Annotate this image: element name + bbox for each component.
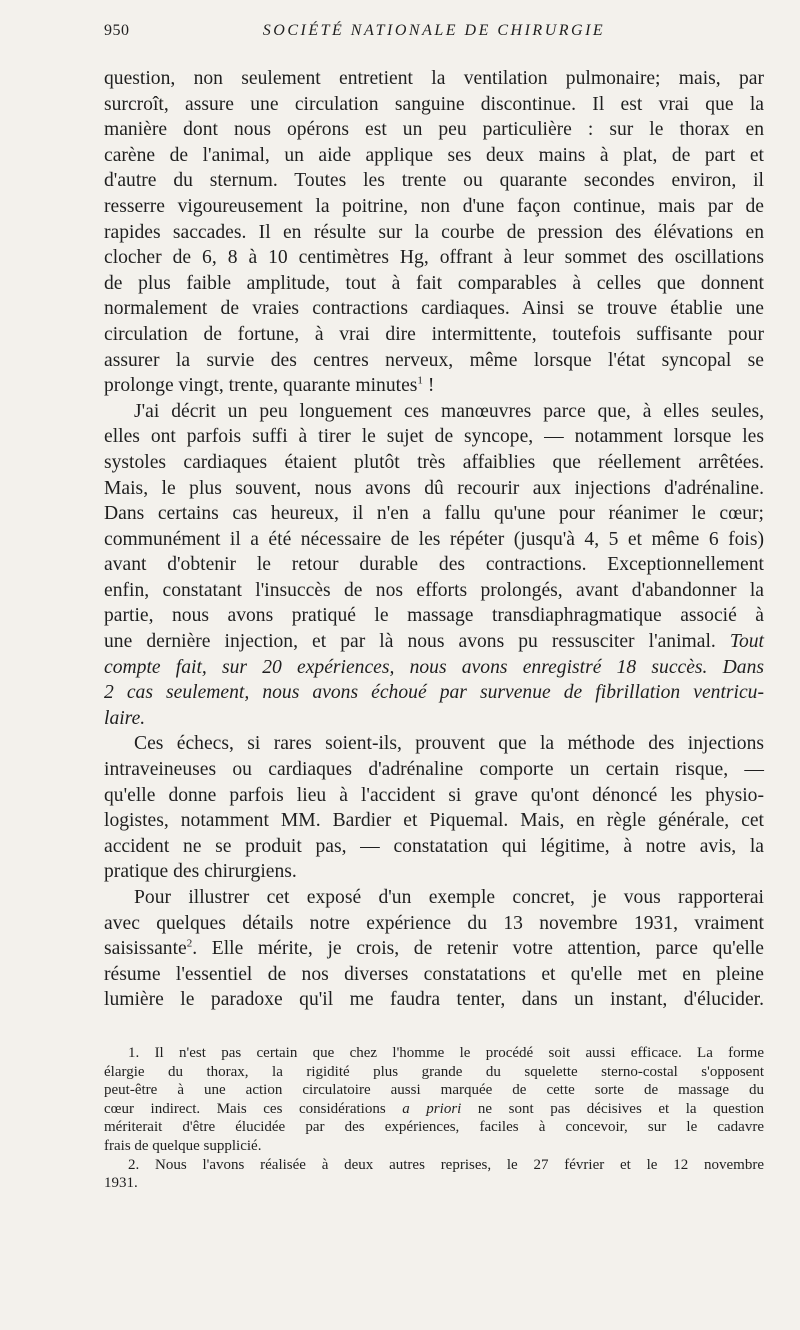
- text-line: systoles cardiaques étaient plutôt très affaiblies que réellement arrêtées.: [104, 451, 764, 473]
- text-line: logistes, notamment MM. Bardier et Piquemal. Mais, en règle générale, cet: [104, 810, 764, 832]
- text-line: rapides saccades. Il en résulte sur la courbe de pression des élévations en: [104, 221, 764, 243]
- text-fragment: !: [422, 375, 435, 397]
- footnotes: [104, 1044, 764, 1193]
- text-fragment: . Elle mérite, je crois, de retenir votre attention, parce qu'elle: [192, 938, 764, 960]
- text-line: résume l'essentiel de nos diverses constatations et qu'elle met en pleine: [104, 963, 764, 985]
- body-text: [104, 66, 764, 1013]
- text-line: lumière le paradoxe qu'il me faudra tenter, dans un instant, d'élucider.: [104, 989, 764, 1011]
- text-line: question, non seulement entretient la ventilation pulmonaire; mais, par: [104, 68, 764, 89]
- text-line: normalement de vraies contractions cardiaques. Ainsi se trouve établie une: [104, 298, 764, 320]
- footnote-mark-1: 1: [417, 374, 423, 387]
- text-line: Mais, le plus souvent, nous avons dû recourir aux injections d'adrénaline.: [104, 477, 764, 499]
- text-line: compte fait, sur 20 expériences, nous avons enregistré 18 succès. Dans: [104, 656, 764, 678]
- text-line: partie, nous avons pratiqué le massage transdiaphragmatique associé à: [104, 605, 764, 627]
- text-line: carène de l'animal, un aide applique ses deux mains à plat, de part et: [104, 144, 764, 166]
- footnote-line: 1. Il n'est pas certain que chez l'homme le procédé soit aussi efficace. La forme: [128, 1045, 764, 1061]
- text-line: assurer la survie des centres nerveux, même lorsque l'état syncopal se: [104, 349, 764, 371]
- text-line: surcroît, assure une circulation sanguine discontinue. Il est vrai que la: [104, 93, 764, 115]
- page-number: 950: [104, 22, 130, 39]
- footnote-line: frais de quelque supplicié.: [104, 1137, 262, 1154]
- footnote-mark-2: 2: [186, 937, 193, 950]
- footnote-line: 1931.: [104, 1175, 138, 1192]
- text-line: resserre vigoureusement la poitrine, non d'une façon continue, mais par de: [104, 195, 764, 217]
- text-line: clocher de 6, 8 à 10 centimètres Hg, offrant à leur sommet des oscillations: [104, 247, 764, 269]
- footnote-line: peut-être à une action circulatoire aussi marquée de cette sorte de massage du: [104, 1082, 764, 1099]
- page-header: [104, 22, 764, 46]
- text-line: J'ai décrit un peu longuement ces manœuvres parce que, à elles seules,: [134, 400, 764, 422]
- text-line: enfin, constatant l'insuccès de nos efforts prolongés, avant d'abandonner la: [104, 579, 764, 601]
- italic-fragment: a priori: [402, 1100, 462, 1117]
- text-line: de plus faible amplitude, tout à fait comparables à celles que donnent: [104, 272, 764, 294]
- text-line: [104, 629, 764, 655]
- text-line: qu'elle donne parfois lieu à l'accident si grave qu'ont dénoncé les physio-: [104, 784, 764, 806]
- footnote-line: élargie du thorax, la rigidité plus grande du squelette sterno-costal s'opposent: [104, 1063, 764, 1080]
- text-fragment: saisissante: [104, 938, 187, 960]
- text-line: laire.: [104, 707, 146, 729]
- text-line: d'autre du sternum. Toutes les trente ou quarante secondes environ, il: [104, 170, 764, 192]
- text-line: communément il a été nécessaire de les répéter (jusqu'à 4, 5 et même 6 fois): [104, 528, 764, 550]
- footnote-line: 2. Nous l'avons réalisée à deux autres reprises, le 27 février et le 12 novembre: [128, 1156, 764, 1173]
- text-fragment: prolonge vingt, trente, quarante minutes: [104, 375, 418, 397]
- text-fragment: une dernière injection, et par là nous avons pu ressusciter l'animal.: [104, 631, 730, 653]
- text-line: pratique des chirurgiens.: [104, 861, 297, 883]
- text-line: avec quelques détails notre expérience du 13 novembre 1931, vraiment: [104, 912, 764, 934]
- text-line: manière dont nous opérons est un peu particulière : sur le thorax en: [104, 119, 764, 141]
- text-line: Pour illustrer cet exposé d'un exemple concret, je vous rapporterai: [134, 887, 764, 908]
- text-line: circulation de fortune, à vrai dire intermittente, toutefois suffisante pour: [104, 323, 764, 345]
- text-line: intraveineuses ou cardiaques d'adrénaline comporte un certain risque, —: [104, 759, 764, 781]
- text-line: Dans certains cas heureux, il n'en a fallu qu'une pour réanimer le cœur;: [104, 503, 764, 525]
- text-fragment: ne sont pas décisives et la question: [461, 1100, 764, 1117]
- text-line: elles ont parfois suffi à tirer le sujet de syncope, — notamment lorsque les: [104, 426, 764, 448]
- running-title: SOCIÉTÉ NATIONALE DE CHIRURGIE: [262, 22, 606, 39]
- text-line: [104, 373, 764, 399]
- text-line: [104, 936, 764, 962]
- text-line: Ces échecs, si rares soient-ils, prouvent que la méthode des injections: [134, 733, 764, 755]
- footnote-line: mériterait d'être élucidée par des expériences, faciles à concevoir, sur le cadavre: [104, 1119, 764, 1136]
- italic-fragment: Tout: [729, 631, 764, 653]
- text-line: accident ne se produit pas, — constatation qui légitime, à notre avis, la: [104, 835, 764, 857]
- text-fragment: cœur indirect. Mais ces considérations: [104, 1100, 403, 1117]
- text-line: avant d'obtenir le retour durable des contractions. Exceptionnellement: [104, 554, 764, 576]
- footnote-line: [104, 1100, 764, 1119]
- text-line: 2 cas seulement, nous avons échoué par survenue de fibrillation ventricu-: [104, 682, 764, 704]
